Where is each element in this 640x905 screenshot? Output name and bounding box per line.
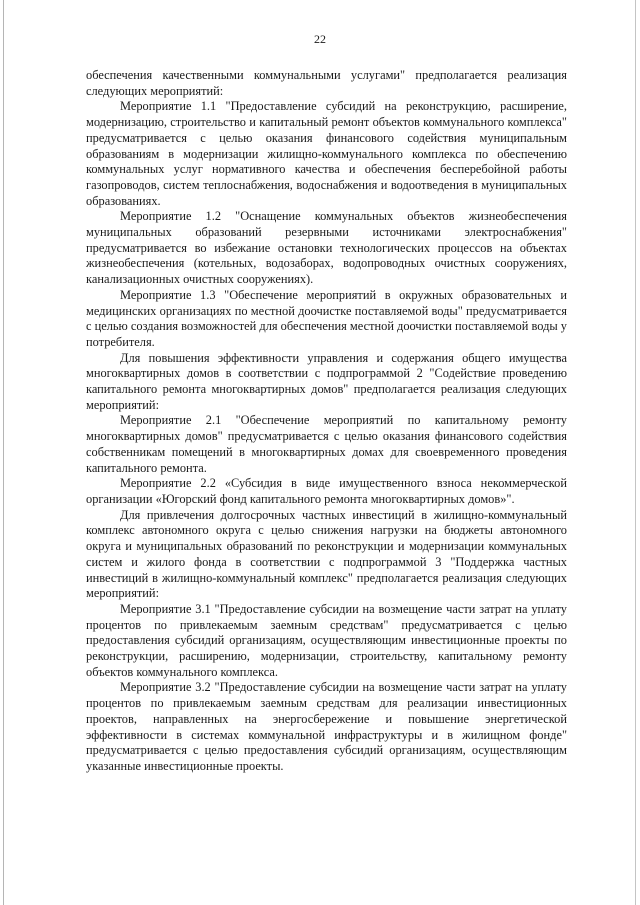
paragraph-measure-1-3: Мероприятие 1.3 "Обеспечение мероприятий в окружных образовательных и медицинских организациях по местной доочистке поставляемой воды" предусматривается с целью создания возможностей для обеспечения местной доочистки поставляемой воды у потребителя. <box>86 287 568 349</box>
paragraph-measure-3-1: Мероприятие 3.1 "Предоставление субсидии на возмещение части затрат на уплату процентов по привлекаемым заемным средствам" предусматривается с целью предоставления субсидий организациям, осуществляющим инвестиционные проекты по реконструкции, расширению, модернизации, строительству, капитальному ремонту объектов коммунального комплекса. <box>86 601 567 679</box>
paragraph-measure-2-2: Мероприятие 2.2 «Субсидия в виде имущественного взноса некоммерческой организации «Югорский фонд капитального ремонта многоквартирных домов»". <box>86 476 567 506</box>
paragraph-measure-2-1: Мероприятие 2.1 "Обеспечение мероприятий по капитальному ремонту многоквартирных домов" предусматривается с целью оказания финансового содействия собственникам помещений в многоквартирных домах для своевременного проведения капитального ремонта. <box>86 413 567 475</box>
paragraph-subprogram-3-intro: Для привлечения долгосрочных частных инвестиций в жилищно-коммунальный комплекс автономного округа с целью снижения нагрузки на бюджеты автономного округа и муниципальных образований по реконструкции и модернизации коммунальных систем и жилого фонда в соответствии с подпрограммой 3 "Поддержка частных инвестиций в жилищно-коммунальный комплекс" предполагается реализация следующих мероприятий: <box>86 507 567 601</box>
paragraph-measure-1-2: Мероприятие 1.2 "Оснащение коммунальных объектов жизнеобеспечения муниципальных образований резервными источниками электроснабжения" предусматривается во избежание остановки технологических процессов на объектах жизнеобеспечения (котельных, водозаборах, водопроводных очистных сооружениях, канализационных очистных сооружениях). <box>86 209 567 287</box>
paragraph-continuation: обеспечения качественными коммунальными услугами" предполагается реализация следующих мероприятий: <box>86 68 567 98</box>
scan-edge-left <box>3 0 4 905</box>
paragraph-measure-1-1: Мероприятие 1.1 "Предоставление субсидий на реконструкцию, расширение, модернизацию, строительство и капитальный ремонт объектов коммунального комплекса" предусматривается с целью оказания финансового содействия муниципальным образованиям в модернизации жилищно-коммунального комплекса по обеспечению коммунальных услуг нормативного качества и обеспечения бесперебойной работы газопроводов, систем теплоснабжения, водоснабжения и водоотведения в муниципальных образованиях. <box>86 99 567 208</box>
page-number: 22 <box>314 32 326 46</box>
paragraph-measure-3-2: Мероприятие 3.2 "Предоставление субсидии на возмещение части затрат на уплату процентов по привлекаемым заемным средствам для реализации инвестиционных проектов, направленных на энергосбережение и повышение энергетической эффективности в системах коммунальной инфраструктуры и в жилищном фонде" предусматривается с целью предоставления субсидий организациям, осуществляющим указанные инвестиционные проекты. <box>86 680 567 773</box>
document-body <box>86 68 567 775</box>
paragraph-subprogram-2-intro: Для повышения эффективности управления и содержания общего имущества многоквартирных домов в соответствии с подпрограммой 2 "Содействие проведению капитального ремонта многоквартирных домов" предполагается реализация следующих мероприятий: <box>86 350 567 412</box>
scan-edge-right <box>635 0 636 905</box>
